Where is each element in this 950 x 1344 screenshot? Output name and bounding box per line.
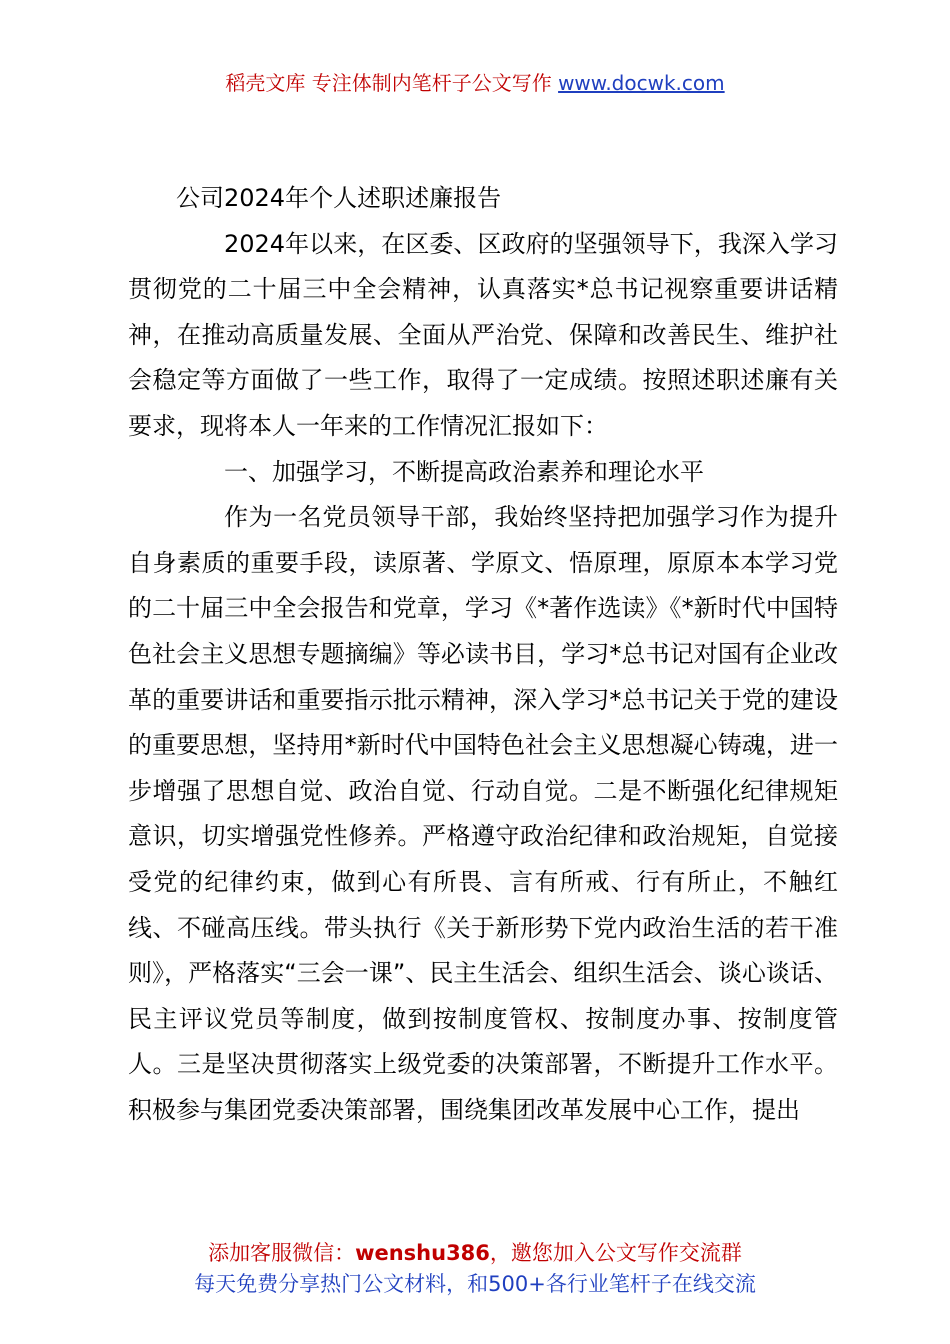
page-header [0,68,950,98]
page-footer [0,1238,950,1300]
footer-suffix: ，邀您加入公文写作交流群 [489,1241,742,1265]
document-body [128,176,838,1133]
footer-promo-line: 每天免费分享热门公文材料，和500+各行业笔杆子在线交流 [194,1272,756,1296]
website-link[interactable]: www.docwk.com [558,71,725,95]
section-heading: 一、加强学习，不断提高政治素养和理论水平 [224,457,704,486]
section-body: 作为一名党员领导干部，我始终坚持把加强学习作为提升自身素质的重要手段，读原著、学原文、悟原理，原原本本学习党的二十届三中全会报告和党章，学习《*著作选读》《*新时代中国特色社会主义思想专题摘编》等必读书目，学习*总书记对国有企业改革的重要讲话和重要指示批示精神，深入学习*总书记关于党的建设的重要思想，坚持用*新时代中国特色社会主义思想凝心铸魂，进一步增强了思想自觉、政治自觉、行动自觉。二是不断强化纪律规矩意识，切实增强党性修养。严格遵守政治纪律和政治规矩，自觉接受党的纪律约束，做到心有所畏、言有所戒、行有所止，不触红线、不碰高压线。带头执行《关于新形势下党内政治生活的若干准则》，严格落实“三会一课”、民主生活会、组织生活会、谈心谈话、民主评议党员等制度，做到按制度管权、按制度办事、按制度管人。三是坚决贯彻落实上级党委的决策部署，不断提升工作水平。积极参与集团党委决策部署，围绕集团改革发展中心工作，提出 [128,503,838,1124]
footer-contact-line [0,1238,950,1269]
footer-prefix: 添加客服微信： [208,1241,356,1265]
brand-text: 稻壳文库 专注体制内笔杆子公文写作 [225,71,559,95]
document-title: 公司2024年个人述职述廉报告 [176,184,502,212]
wechat-id: wenshu386 [355,1241,490,1265]
intro-paragraph: 2024年以来，在区委、区政府的坚强领导下，我深入学习贯彻党的二十届三中全会精神，认真落实*总书记视察重要讲话精神，在推动高质量发展、全面从严治党、保障和改善民生、维护社会稳定等方面做了一些工作，取得了一定成绩。按照述职述廉有关要求，现将本人一年来的工作情况汇报如下： [128,229,838,440]
